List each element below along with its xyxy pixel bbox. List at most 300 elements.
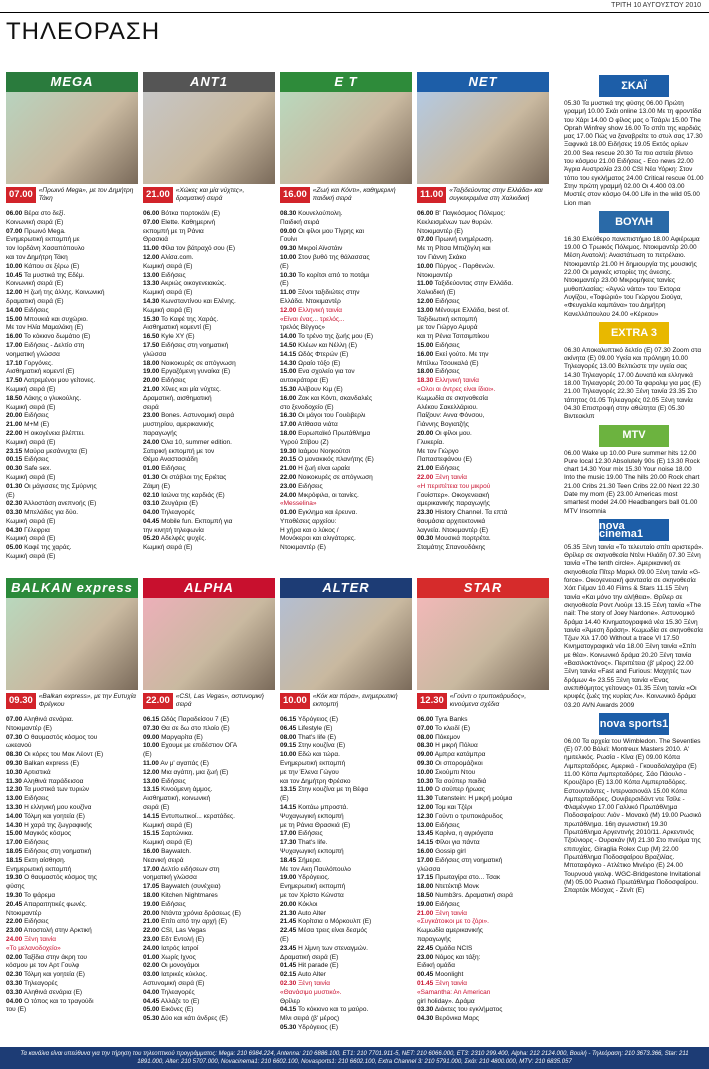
featured-caption [6, 187, 138, 205]
schedule-line: 14.30 Κωνσταντίνου και Ελένης. [143, 297, 236, 305]
schedule-line: «Η περιπέτεια του μικρού [417, 482, 491, 490]
program-photo [6, 598, 138, 690]
header-rule [0, 12, 709, 13]
schedule-line: 13.00 Ειδήσεις [417, 821, 460, 829]
schedule-line: 01.30 Οι μάγισσες της Σμύρνης [6, 482, 97, 490]
schedule-line: 08.00 That's life (Ε) [280, 733, 337, 741]
schedule-line: 09.00 Αμπρα κατάμπρα [417, 751, 486, 759]
footer-note: Τα κανάλια είναι υπεύθυνα για την τήρηση του τηλεοπτικού προγράμματος: Mega: 210 6984.224, Antenna: 210 6886.100, ΕΤ1: 210 7701.911-5, NET: 210 6066.000, ΕΤ3: 2310 299.400, Alpha: 212 2124.000, Βουλή - Τηλεόραση: 210 3673.366, Star: 211 1891.000, Alter: 210 5707.000, Novacinema1: 210 6602.100, Novasports1: 210 6602.100, Extra Channel 3: 210 5791.000, Σκάι: 210 4800.000, MTV: 210 6835.057 [0, 1047, 709, 1069]
schedule-line: Μονόκεροι και αλιγάτορες. [280, 535, 356, 543]
channel-logo: ANT1 [143, 72, 275, 92]
schedule-line: 17.10 Γοργόνες. [6, 359, 53, 367]
schedule-line: Ειδική ομάδα [417, 962, 456, 970]
schedule-line: 03.10 Ζευγάρια (Ε) [143, 500, 198, 508]
schedule-line: παραγωγής [143, 429, 177, 437]
schedule-line: 14.00 Το τρένο της ζωής μου (Ε) [280, 333, 374, 341]
channel-logo: NET [417, 72, 549, 92]
schedule-line: κόσμου με τον Αρτ Γουλφ [6, 962, 80, 970]
channel-logo: E T [280, 72, 412, 92]
schedule-line: 21.00 Μ+Μ (Ε) [6, 421, 50, 429]
schedule-line: γλώσσα [143, 350, 167, 358]
schedule-line: 17.30 That's life. [280, 839, 328, 847]
schedule-line: 13.15 Στην κουζίνα με τη Βέφα [280, 786, 369, 794]
schedule-line: 02.00 Ταξίδια στην άκρη του [6, 953, 87, 961]
schedule-line: Θρίλερ [280, 997, 301, 1005]
schedule-line: 00.30 Safe sex. [6, 465, 52, 473]
schedule-line: Ενημερωτική εκπομπή [280, 883, 346, 891]
schedule-line: τον Ιορδάνη Χασαπόπουλο [6, 245, 85, 253]
schedule-line: Ψυχαγωγική εκπομπή [280, 812, 344, 820]
schedule-line: 05.00 Καφέ της χαράς. [6, 544, 72, 552]
caption-text: «Κόκ και πόρα», ενημερωτική εκπομπή [312, 693, 398, 708]
time-badge: 10.00 [280, 693, 310, 709]
schedule-line: Ντοκιμαντέρ [417, 271, 453, 279]
schedule-line: 02.15 Auto Alter [280, 971, 326, 979]
schedule-line: Κοινωνική σειρά (Ε) [6, 280, 64, 288]
schedule-line: 10.30 Το κορίτσι από το ποτάμι [280, 271, 370, 279]
schedule-line: Αισθηματική κομεντί (Ε) [143, 324, 212, 332]
schedule-line: Με τον Γιώργο [417, 447, 459, 455]
schedule-line: 04.00 Τηλεαγορές [143, 509, 195, 517]
schedule-line: Κοινωνική σειρά (Ε) [6, 218, 64, 226]
schedule-line: (Ε) [280, 280, 289, 288]
schedule-line: 17.00 Ατίθασα νιάτα [280, 421, 338, 429]
schedule-line: Ντοκιμαντέρ (Ε) [417, 227, 463, 235]
schedule-line: γλώσσα [417, 865, 441, 873]
schedule-line: 19.30 Το ψάρεμα [6, 891, 56, 899]
schedule-line: 13.00 Ειδήσεις [143, 777, 186, 785]
schedule-line: 13.45 Καρίνα, η αγριόγατα [417, 830, 494, 838]
schedule-line: 22.00 Ξένη ταινία [417, 473, 468, 481]
schedule-line: και τον Δημήτρη Τάκη [6, 253, 68, 261]
program-photo [143, 598, 275, 690]
schedule-line: Κεκλεισμένων των θυρών. [417, 218, 493, 226]
schedule-line: 14.15 Εντυπωτικοί... κερατάδες. [143, 812, 235, 820]
schedule-line: δραματική σειρά (Ε) [6, 297, 64, 305]
schedule-line: Δραματική, αισθηματική [143, 394, 212, 402]
schedule-line: 04.00 Τηλεαγορές [143, 988, 195, 996]
featured-caption [280, 187, 412, 205]
schedule-line: 14.30 Η χαρά της ζωγραφικής [6, 821, 92, 829]
schedule-line: 07.00 Αληθινά σενάρια. [6, 716, 74, 723]
schedule-line: 11.30 Tutenstein: Η μικρή μούμια [417, 795, 513, 803]
schedule-line: «Ολοι οι άντρες είναι ίδιοι». [417, 385, 496, 393]
schedule-line: Ζάιμη (Ε) [143, 482, 171, 490]
extra-schedule: 06.30 Αποκαλυπτικό δελτίο (Ε) 07.30 Zoom στα ακίνητα (Ε) 09.00 Υγεία και πρόληψη 10.00 Τηλεαγορές 13.00 Βελτιώστε την υγεία σας 14.30 Τηλεαγορές 17.00 Δυνατά και ελληνικά 18.00 Τηλεαγορές 20.00 Τα φαρολιμ για μας (Ε) 21.00 Τηλεαγορές 22.30 Ξένη ταινία 23.35 Στο τάπητος 01.05 Τηλεαγορές 02.05 Ξένη ταινία 04.30 Επιστροφή στην αθώτητα (Ε) 05.30 Βιντεοκλιπ [564, 346, 702, 421]
schedule-line: 08.30 Κουνελούπολη. [280, 210, 343, 217]
channel-column [280, 72, 412, 553]
schedule-line: 09.15 Στην κουζίνα (Ε) [280, 742, 346, 750]
schedule-line: Κωμική σειρά (Ε) [143, 306, 193, 314]
schedule-line: 23.00 Νόμος και τάξη: [417, 953, 481, 961]
schedule-line: 03.00 Ιατρικές κύκλος. [143, 971, 208, 979]
schedule-line: Αστυνομική σειρά (Ε) [143, 979, 205, 987]
schedule-line: 12.00 Ελληνική ταινία [280, 306, 343, 314]
schedule-line: «Είναι ένας... τρελός... [280, 315, 345, 323]
schedule-line: 13.30 Ακριώς οικογενειακώς. [143, 280, 226, 288]
schedule-line: 14.50 Κλέων και Νέλλη (Ε) [280, 341, 358, 349]
schedule-line: του (Ε) [6, 1006, 27, 1014]
schedule-line: Αισθηματική, κοινωνική [143, 795, 211, 803]
schedule-line: (Ε) [6, 491, 15, 499]
schedule-line: 23.00 Bones. Αστυνομική σειρά [143, 412, 235, 420]
caption-text: «Balkan express», με την Ευτυχία Φρέγκου [38, 693, 136, 708]
schedule-line: 11.00 Αν μ' αγαπάς (Ε) [143, 759, 209, 767]
schedule-line: 15.00 Ενα σχολείο για τον [280, 368, 355, 376]
program-photo [417, 92, 549, 184]
caption-text: «Χώκες και μία νύχτες», δραματική σειρά [175, 187, 245, 202]
channel-column [6, 578, 138, 1015]
featured-caption [143, 693, 275, 711]
schedule-line: 10.00 Κάπου σε ξέρω (Ε) [6, 262, 80, 270]
schedule-line: 09.00 Μαργαρίτα (Ε) [143, 733, 203, 741]
program-photo [280, 598, 412, 690]
schedule-line: «Το μελανοδοχείο» [6, 944, 61, 952]
schedule-line: 16.00 Baywatch. [143, 847, 192, 855]
schedule-line: 24.00 Όλα 10, summer edition. [143, 438, 232, 446]
schedule-line: 15.00 Μπουκιά και συχώριο. [6, 315, 88, 323]
schedule-line: 22.00 Νοικοκυρές σε απόγνωση [280, 473, 373, 481]
schedule-line: 19.00 Υδρόγειος. [280, 874, 330, 882]
schedule-line: 17.00 Ειδήσεις - Δελτίο στη [6, 341, 85, 349]
schedule-line: 18.00 Ειδήσεις [417, 368, 460, 376]
schedule-line: 20.00 Οι φίλοι μου. [417, 429, 472, 437]
schedule-line: 12.00 Η ζωή της άλλης. Κοινωνική [6, 289, 105, 297]
schedule-line: 15.00 Ειδήσεις [417, 341, 460, 349]
program-photo [6, 92, 138, 184]
schedule-line: και τη Ρένια Τσιτσιμπίκου [417, 333, 490, 341]
schedule-line: Ψυχαγωγική εκπομπή [280, 847, 344, 855]
schedule-line: 18.15 Εκτη αίσθηση. [6, 856, 66, 864]
schedule-line: 01.45 Hit parade (Ε) [280, 962, 339, 970]
schedule-line: (Ε) [280, 935, 289, 943]
time-badge: 21.00 [143, 187, 173, 203]
schedule-line: 13.00 Ειδήσεις [6, 795, 49, 803]
featured-caption [417, 187, 549, 205]
schedule-line: 22.45 Ομάδα NCIS [417, 944, 473, 952]
caption-text: «CSI, Las Vegas», αστυνομική σειρά [175, 693, 264, 708]
schedule-line: 03.30 Μπελάδες για δύο. [6, 509, 79, 517]
schedule-line: εκπομπή με τη Ράνια [143, 227, 204, 235]
schedule-line: και τον Δημήτρη Φρέσκο [280, 777, 351, 785]
schedule-line: 18.05 Ειδήσεις στη νοηματική [6, 847, 92, 855]
schedule-line: 06.00 Tyra Banks [417, 716, 468, 723]
schedule-line: 24.00 Μικρόφιλα, οι ταινίες. [280, 491, 359, 499]
schedule-line: 00.30 Μουσικά πορτρέτα. [417, 535, 491, 543]
schedule-line: Κωμική σειρά (Ε) [6, 438, 56, 446]
schedule-line: «Samantha: An American [417, 988, 491, 996]
schedule-line: φύσης [6, 883, 25, 891]
schedule-line: 14.00 Τόλμη και γοητεία (Ε) [6, 812, 85, 820]
schedule-line: Αισθηματική κομεντί (Ε) [6, 368, 75, 376]
schedule-line: 13.15 Κινούμενη άμμος. [143, 786, 213, 794]
schedule-line: 18.30 Ελληνική ταινία [417, 377, 480, 385]
schedule-line: 10.00 Πύργος - Παρθενών. [417, 262, 495, 270]
schedule-line: 05.30 Υδρόγειος (Ε) [280, 1023, 339, 1031]
schedule-line: 22.45 Μέσα τρεις είναι δεσμός [280, 927, 368, 935]
schedule-line: 22.00 Η οικογένεια βλέπτει. [6, 429, 85, 437]
schedule-line: 14.15 Φίλοι για πάντα [417, 839, 480, 847]
schedule-line: 20.00 Ειδήσεις [6, 412, 49, 420]
schedule-line: Κωμική σειρά (Ε) [6, 473, 56, 481]
schedule-line: Η χήρα και ο λύκος / [280, 526, 339, 534]
schedule-line: 13.00 Μένουμε Ελλάδα, best of. [417, 306, 510, 314]
schedule-line: Υγρού Στίβου (Ζ) [280, 438, 329, 446]
schedule-line: Υποθέσεις αρχείου: [280, 517, 337, 525]
schedule-line: Κωμική σειρά (Ε) [6, 553, 56, 561]
schedule-line: 19.30 Ιαάμου Νοηκούτσι [280, 447, 351, 455]
schedule-line: 18.00 Kitchen Nightmares [143, 891, 218, 899]
program-photo [280, 92, 412, 184]
channel-column [6, 72, 138, 562]
channel-column [417, 72, 549, 553]
mtv-schedule: 06.00 Wake up 10.00 Pure summer hits 12.00 Pure local 12.30 Absolutely 90s (Ε) 13.30 Rock chart 14.30 Your mix 15.30 Your noise 18.00 Into the music 19.00 The hills 20.00 Rock chart 21.00 Cribs 21.30 Teen Cribs 22.00 Next 22.30 Date my mom (Ε) 23.00 Americas most smartest model 24.00 Headbangers ball 01.00 MTV Insomnia [564, 449, 700, 515]
time-badge: 11.00 [417, 187, 446, 203]
schedule-line: 22.00 Ειδήσεις [6, 918, 49, 926]
schedule-line: 21.00 Ξένη ταινία [417, 909, 468, 917]
channel-column [143, 72, 275, 553]
schedule-line: Γουίσπερ». Οικογενειακή [417, 491, 490, 499]
schedule-line: 12.00 Τομ και Τζέρι [417, 803, 473, 811]
schedule-line: 01.45 Ξένη ταινία [417, 979, 468, 987]
schedule-line: 07.30 Θα σε δω στο πλοίο (Ε) [143, 724, 230, 732]
schedule-line: 01.00 Χωρίς Ιχνος [143, 953, 196, 961]
schedule-line: 23.00 Ειδήσεις [280, 482, 323, 490]
schedule-line: 03.30 Αληθινά σενάρια (Ε) [6, 988, 83, 996]
schedule-line: 21.00 Η ζωή είναι ωραία [280, 465, 350, 473]
schedule-line: με τη Ράνια Θρασκιά (Ε) [280, 821, 351, 829]
channel-logo: ALPHA [143, 578, 275, 598]
schedule-line: 07.00 Το κλειδί (Ε) [417, 724, 471, 732]
schedule-line: τον Γιάννη Σκάκο [417, 253, 467, 261]
schedule-line: λαγνεία. Ντοκιμαντέρ (Ε) [417, 526, 488, 534]
schedule-line: 02.00 Οι μονογάμοι [143, 962, 200, 970]
schedule-line: Ενημερωτική εκπομπή με [6, 236, 80, 244]
schedule-line: 06.15 Υδρόγειος (Ε) [280, 716, 339, 723]
schedule-line: 16.00 Ζακ και Κόντι, σκανδαλιές [280, 394, 373, 402]
schedule-line: νοηματική γλώσσα [143, 874, 197, 882]
schedule-line: Παπαστεφάνου (Ε) [417, 456, 472, 464]
schedule-line: 12.30 Γούντι ο τρυποκάρυδος [417, 812, 503, 820]
schedule-line: 11.00 Φίλα τον βάτραχό σου (Ε) [143, 245, 236, 253]
schedule-line: 17.05 Baywatch (συνέχεια) [143, 883, 221, 891]
schedule-line: 19.00 Ειδήσεις [417, 900, 460, 908]
schedule-line: 23.00 Αποστολή στην Αρκτική [6, 927, 92, 935]
program-photo [143, 92, 275, 184]
schedule-line: Ενημερωτική εκπομπή [6, 865, 72, 873]
schedule-line: Σατιρική εκπομπή με τον [143, 447, 215, 455]
schedule-line: 24.00 Ιατρός Ιατροί [143, 944, 199, 952]
channel-column [417, 578, 549, 1024]
schedule-line: 04.45 Αλλάζε το (Ε) [143, 997, 200, 1005]
schedule-line: σειρά (Ε) [143, 803, 170, 811]
schedule-line: 12.30 Τα μυστικά των τυριών [6, 786, 90, 794]
schedule-line: με τον Γιώργο Αμυρά [417, 324, 478, 332]
schedule-line: 20.00 Ντάντα χρόνια δράσεως (Ε) [143, 909, 241, 917]
schedule-line: 07.00 Elette. Καθημερινή [143, 218, 216, 226]
schedule-line: 09.30 Μικροί Αϊνστάιν [280, 245, 343, 253]
schedule-line: την κινητή τηλεφωνία [143, 526, 204, 534]
schedule-line: 09.30 Οι σπορομάζικοι [417, 759, 483, 767]
schedule-line: Θέμο Αναστασιάδη [143, 456, 198, 464]
schedule-line: 04.45 Mobile fun. Εκπομπή για [143, 517, 233, 525]
schedule-line: 17.00 Δελτίο ειδήσεων στη [143, 865, 220, 873]
schedule-line: 20.45 Απαραιτητικές φωνές. [6, 900, 87, 908]
caption-text: «Ταξιδεύοντας στην Ελλάδα» και συγκεκριμένα στη Χαλκιδική [449, 187, 543, 202]
schedule-line: 14.30 Ωραίο τόξο (Ε) [280, 359, 341, 367]
schedule-line: 21.00 Επίτι από την αρχή (Ε) [143, 918, 228, 926]
schedule-line: 21.00 Ειδήσεις [417, 465, 460, 473]
schedule-line: 12.00 Ειδήσεις [417, 297, 460, 305]
schedule-line: 19.30 Ο θαυμαστός κόσμος της [6, 874, 97, 882]
mtv-logo: MTV [599, 425, 669, 447]
schedule-line: «Messelina» [280, 500, 317, 508]
schedule-line: 02.30 Ξένη ταινία [280, 979, 331, 987]
schedule-line: 07.00 Πρωινό Mega. [6, 227, 66, 235]
schedule-line: 12.00 Μια αγάπη, μια ζωή (Ε) [143, 768, 229, 776]
schedule-line: 14.15 Κοιτάω μπροστά. [280, 803, 349, 811]
schedule-line: ωκεανού [6, 742, 32, 750]
schedule-line: Ντοκιμαντέρ (Ε) [6, 724, 52, 732]
schedule-line: 18.00 Ντετέκτιβ Μονκ [417, 883, 480, 891]
schedule-line: 04.00 Ο τόπος και το τραγούδι [6, 997, 94, 1005]
schedule-line: Παιδική σειρά [280, 218, 320, 226]
schedule-line: 15.30 Αλίβουν Κιμ (Ε) [280, 385, 343, 393]
schedule-line: 17.50 Ειδήσεις στη νοηματική [143, 341, 229, 349]
schedule-line: 16.30 Οι μάγοι του Γουέιβερλι [280, 412, 366, 420]
schedule-line: 11.30 Αληθινά παράδεισοα [6, 777, 84, 785]
schedule-line: 23.15 Μαύρα μεσάνυχτα (Ε) [6, 447, 88, 455]
schedule-line: Κωμική σειρά (Ε) [143, 839, 193, 847]
channel-logo: MEGA [6, 72, 138, 92]
schedule-line: 17.00 Ειδήσεις στη νοηματική [417, 856, 503, 864]
schedule-line: με τον Χρίστο Κώνστα [280, 891, 344, 899]
schedule-line: 15.15 Σαρτώνικα. [143, 830, 194, 838]
schedule-line: 09.30 Balkan express (Ε) [6, 759, 79, 767]
schedule-line: 06.00 Βέρα στο δεξί. [6, 210, 66, 217]
schedule-line: 06.00 Β' Παγκόσμιος Πόλεμος: [417, 210, 506, 217]
schedule-line: 09.00 Οι φίλοι μου Τίγρης και [280, 227, 364, 235]
schedule-line: 07.30 Ο θαυμαστός κόσμος του [6, 733, 98, 741]
schedule-line: Κωμική σειρά (Ε) [143, 289, 193, 297]
schedule-line: σειρά [143, 403, 159, 411]
program-photo [417, 598, 549, 690]
schedule-line: 16.50 Kyle XY (Ε) [143, 333, 195, 341]
time-badge: 07.00 [6, 187, 36, 203]
schedule-line: 03.30 Τηλεαγορές [6, 979, 58, 987]
caption-text: «Ζωή και Κόντι», καθημερινή παιδική σειρά [312, 187, 396, 202]
schedule-line: Ντοκιμαντέρ [6, 909, 42, 917]
schedule-line: Μπίλιω Τσουκαλά (Ε) [417, 359, 479, 367]
nova2-logo: nova sports1 [599, 713, 669, 735]
schedule-line: 19.00 Ειδήσεις [143, 900, 186, 908]
schedule-line: Παίζουν: Αννα Φόνσου, [417, 412, 485, 420]
schedule-line: 04.30 Βερόνικα Μαρς [417, 1015, 480, 1023]
schedule-line: Ντοκιμαντέρ (Ε) [280, 544, 326, 552]
schedule-line: 21.30 Auto Alter [280, 909, 326, 917]
schedule-line: 05.30 Δύο και κάτι άνδρες (Ε) [143, 1015, 228, 1023]
schedule-line: Αλέκου Σακελλάριου. [417, 403, 478, 411]
schedule-line: Κωμική σειρά (Ε) [143, 821, 193, 829]
schedule-line: με την Έλενα Γώγου [280, 768, 339, 776]
schedule-line: 10.00 Εχουμε με επιδέστιον ΟΓΑ [143, 742, 238, 750]
schedule-line: 13.30 Η ελληνική μου κουζίνα [6, 803, 92, 811]
schedule-line: 23.45 Η λίμνη των στεναγμών. [280, 944, 368, 952]
featured-caption [280, 693, 412, 711]
schedule-line: 20.00 Ειδήσεις [143, 377, 186, 385]
schedule-line: «Θανάσιμο μυστικό». [280, 988, 342, 996]
side-column [564, 72, 704, 897]
schedule-line: Σταμάτης Σπανουδάκης [417, 544, 486, 552]
schedule-line: 11.00 Ο σούπερ ήρωας [417, 786, 485, 794]
skai-schedule: 05.30 Τα μυστικά της φύσης 06.00 Πρώτη γραμμή 10.00 Σκάι online 13.00 Με τη φροντίδα του Χάρι 14.00 Ο φίλος μας ο Τσάρλι 15.00 The Oprah Winfrey show 16.00 Το σπίτι της καρδιάς μας 17.00 Πώς να ξαναβρείτε το στυλ σας 17.30 Ξαφνικά 18.00 Ειδήσεις 19.05 Εκτός ορίων 20.00 Sea rescue 20.30 Τα πιο αστεία βίντεο του κόσμου 21.00 Ειδήσεις - Εco news 22.00 Άγρια Αυστραλία 23.00 CSI Νέα Υόρκη: Στον τόπο του εγκλήματος 24.00 Critical rescue 01.00 Στην πρώτη γραμμή 02.00 Οι 4.400 03.00 Μυστές στον κόσμο 04.00 Life in the wild 05.00 Lion man [564, 100, 704, 207]
schedule-line: 16.00 Εκεί γούτο. Με την [417, 350, 489, 358]
schedule-line: 02.30 Τόλμη και γοητεία (Ε) [6, 971, 85, 979]
schedule-line: 00.45 Moonlight [417, 971, 464, 979]
schedule-line: 15.00 Μαγικός κόσμος [6, 830, 71, 838]
schedule-line: 12.00 Αλίσα.com. [143, 253, 194, 261]
schedule-line: Δραματική σειρά (Ε) [280, 953, 339, 961]
featured-caption [143, 187, 275, 205]
schedule-line: 17.00 Ειδήσεις [6, 839, 49, 847]
schedule-line: 10.30 Αρτιστικά [6, 768, 51, 776]
schedule-line: 21.45 Κορίτσια ο Μόρκουλπ (Ε) [280, 918, 372, 926]
schedule-line: μυστηρίου, αμερικανικής [143, 421, 214, 429]
schedule-line: Μίνι σειρά (β' μέρος) [280, 1015, 340, 1023]
vouli-logo: ΒΟΥΛΗ [599, 211, 669, 233]
schedule-line: Με τη Ρίτσα Μπιζόγλη και [417, 245, 491, 253]
schedule-line: 17.50 Λατρεμένοι μου γείτονες. [6, 377, 96, 385]
schedule-line: girl holiday». Δράμα [417, 997, 475, 1005]
schedule-line: Χαλκιδική (Ε) [417, 289, 456, 297]
schedule-line: νοηματική γλώσσα [6, 350, 60, 358]
page-title: ΤΗΛΕΟΡΑΣΗ [6, 18, 161, 45]
schedule-line: 01.00 Εγκλημα και έρευνα. [280, 509, 358, 517]
schedule-line: 17.00 Ειδήσεις [280, 830, 323, 838]
schedule-line: 04.15 Το κόκκινο και το μαύρο. [280, 1006, 369, 1014]
time-badge: 09.30 [6, 693, 36, 709]
nova2-schedule: 06.00 Τα αρχεία του Wimbledon. The Seventies (Ε) 07.00 Βόλεϊ: Montreux Masters 2010. Α' ημιτελικός. Ρωσία - Κίνα (Ε) 09.00 Κόπα Λιμπερταδόρες. Αμερικά - Γκουαδαλαχάρα (Ε) 11.00 Κόπα Λιμπερταδόρες. Σάο Πάουλο - Κρουζέιρο (Ε) 13.00 Κόπα Λιμπερταδόρες. Εστουντιάντες - Ιντερνασιονάλ 15.00 Κόπα Λιμπερταδόρες. Ουνιβερσιδάντ ντε Τσίλε - Φλαμένγκο 17.00 Γαλλικό Πρωτάθλημα Ποδοσφαίρου: Λιόν - Μονακό (Μ) 19.00 Ρωσικό πρωτάθλημα. 16η αγωνιστική 19.30 Πρωτάθλημα Αργεντινής 2010/11. Αρκεντινός Τζούνιορς - Ουρακάν (Μ) 21.30 Στο πνεύμα της επιτυχίας. Giraglia Rolex Cup (Μ) 22.00 Πρωτάθλημα Ποδοσφαίρου Βραζιλίας. Μποταφόγκο - Ατλέτικο Μινέιρο (Ε) 24.00 Τουρνουά γκολφ. WGC-Bridgestone Invitational (Μ) 05.00 Ρωσικό Πρωτάθλημα Ποδοσφαίρου. Σπαρτάκ Μόσχας - Ζενίτ (Ε) [564, 737, 702, 895]
schedule-line: Κωμική σειρά (Ε) [6, 403, 56, 411]
schedule-line: 18.00 Ευρωπαϊκό Πρωτάθλημα [280, 429, 371, 437]
schedule-line: (Ε) [143, 751, 152, 759]
schedule-line: 10.00 Εδώ και τώρα. [280, 751, 340, 759]
schedule-line: 05.00 Εικόνες (Ε) [143, 1006, 194, 1014]
schedule-line: Γιάννης Βογιατζής [417, 421, 469, 429]
schedule-line: 10.30 Τα σούπερ παιδιά [417, 777, 487, 785]
schedule-line: 18.00 Νοικοκυρές σε απόγνωση [143, 359, 236, 367]
vouli-schedule: 16.30 Ελεύθερο πανεπιστήμιο 18.00 Αφιέρωμα 19.00 Ο Τρωικός Πόλεμος. Ντοκιμαντέρ 20.00 Μέση Ανατολή: Αναστάτωση το πετρέλαιο. Ντοκιμαντέρ 21.00 Η δημιουργία της μουσικής 22.00 Οι μαγικές ιστορίες της άνεσης. Ντοκιμαντέρ 23.00 Μικρομήκεις ταινίες μυθοπλασίας: «Άγνώ νάιτα» του Έκτορα Λυγίζου, «Τοφώριό» του Γιώργου Σιούγα, «Φευγαλέα καμπάνα» του Δημήτρη Κανελλόπουλου 24.00 «Κέρκου» [564, 235, 700, 318]
nova1-logo: nova cinema1 [599, 519, 669, 541]
channel-logo: BALKAN express [6, 578, 138, 598]
schedule-line: Κωμική σειρά (Ε) [6, 535, 56, 543]
channel-logo: ALTER [280, 578, 412, 598]
schedule-line: 16.00 Gossip girl [417, 847, 466, 855]
schedule-line: Με τον Ηλία Μαμαλάκη (Ε) [6, 324, 84, 332]
channel-column [143, 578, 275, 1024]
schedule-line: 08.30 Οι κόρες του Μακ Λέοντ (Ε) [6, 751, 104, 759]
schedule-line: 11.00 Ταξιδεύοντας στην Ελλάδα. [417, 280, 514, 288]
schedule-line: 24.00 Ξένη ταινία [6, 935, 57, 943]
schedule-line: 17.15 Πρωταγίρα στο... Τσακ [417, 874, 501, 882]
nova1-schedule: 05.35 Ξένη ταινία «Το τελευταίο σπίτι αριστερά». Θρίλερ σε σκηνοθεσία Ντένι Ηλιάδη 07.30 Ξένη ταινία «The tenth circle». Αμερικανική σε σκηνοθεσία Πίτερ Μαρκλ 09.00 Ξένη ταινία «G-force». Οικογενειακή φαντασία σε σκηνοθεσία Χόιτ Γιέμαν 10.40 Films & Stars 11.15 Ξένη ταινία «Και μόνο την αλήθεια». Θρίλερ σε σκηνοθεσία Ροντ Λιούρι 13.15 Ξένη ταινία «The nail: The story of Joey Nardone». Αστυνομικό δράμα 14.40 Κινηματογραφικά νέα 15.30 Ξένη ταινία «Άμεση δράση». Κωμωδία σε σκηνοθεσία Τζων Χιλ 17.00 Without a trace VI 17.50 Κινηματογραφικά νέα 18.00 Ξένη ταινία «Σπίτι με θέα». Κοινωνικό δράμα 20.20 Ξένη ταινία «Βασιλοκτόνος». Περιπέτεια (β' μέρος) 22.00 Ξένη ταινία «Fast and Furious: Μαχητές των δρόμων 4» 23.55 Ξένη ταινία «Ένας ανεπιθύμητος γείτονας» 01.35 Ξένη ταινία «Οι κρυφές ζωές της κυρίας Λι». Κοινωνικό δράμα 03.20 AVN Awards 2009 [564, 543, 704, 709]
schedule-line: 15.30 Το Καφέ της Χαράς. [143, 315, 219, 323]
schedule-line: 01.30 Οι στάβλοι της Εριέτας [143, 473, 227, 481]
schedule-line: 06.45 Lifestyle (Ε) [280, 724, 333, 732]
schedule-line: 14.15 Ωδός Φτερών (Ε) [280, 350, 349, 358]
schedule-line: 20.00 Κόκλοι [280, 900, 318, 908]
schedule-line: Ταξιδιωτική εκπομπή [417, 315, 478, 323]
